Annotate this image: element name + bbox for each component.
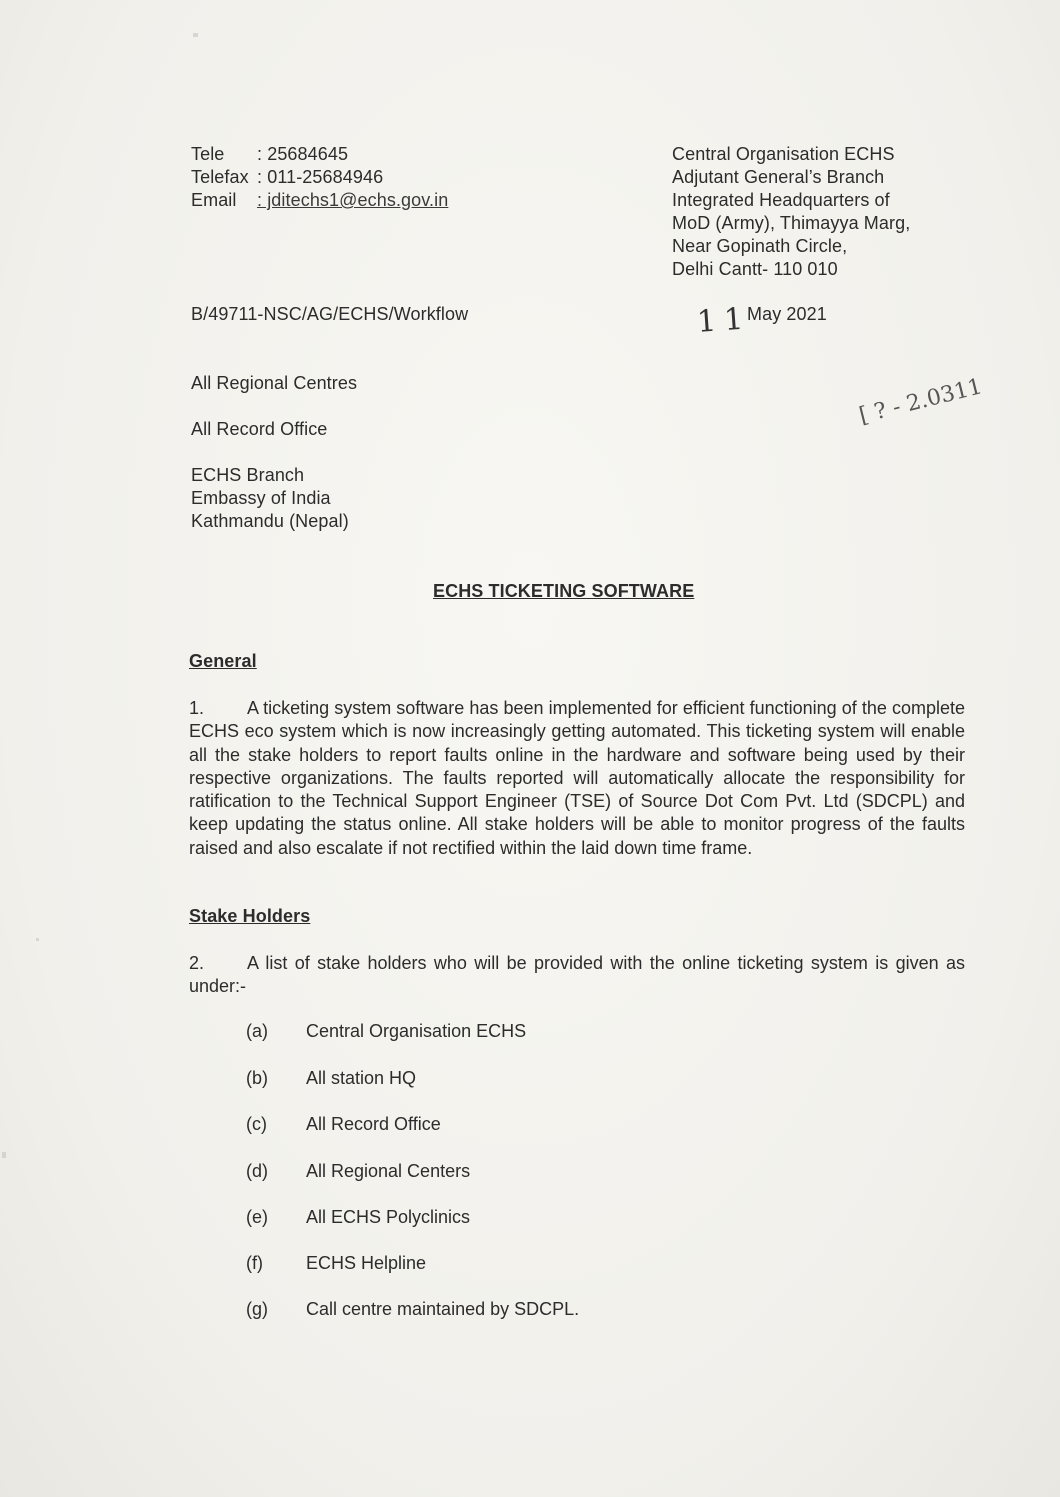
- paragraph-1: [189, 697, 965, 860]
- section-heading-general: General: [189, 651, 257, 671]
- reference-number: B/49711-NSC/AG/ECHS/Workflow: [191, 304, 469, 324]
- date-month-year: May 2021: [747, 304, 827, 324]
- address-line: Near Gopinath Circle,: [672, 236, 848, 256]
- contact-block: [191, 143, 448, 212]
- paragraph-text: A list of stake holders who will be provided with the online ticketing system is given as under:-: [189, 953, 965, 997]
- recipient-record-office: All Record Office: [191, 419, 328, 439]
- paragraph-number: 1.: [189, 698, 205, 718]
- list-item: (g) Call centre maintained by SDCPL.: [246, 1299, 580, 1319]
- recipient-nepal-block: [191, 464, 349, 533]
- recipient-regional-centres: All Regional Centres: [191, 373, 358, 393]
- scan-speck: [2, 1152, 6, 1158]
- email-link[interactable]: : jditechs1@echs.gov.in: [257, 190, 449, 210]
- paragraph-text: A ticketing system software has been implemented for efficient functioning of the complete ECHS eco system which is now increasingly getting automated. This ticketing system will enable all the stake holders to report faults online in the hardware and software being used by their respective organizations. The faults reported will automatically allocate the responsibility for ratification to the Technical Support Engineer (TSE) of Source Dot Com Pvt. Ltd (SDCPL) and keep updating the status online. All stake holders will be able to monitor progress of the faults raised and also escalate if not rectified within the laid down time frame.: [189, 698, 965, 858]
- recipient-line: ECHS Branch: [191, 465, 305, 485]
- recipient-line: Embassy of India: [191, 488, 331, 508]
- recipient-line: Kathmandu (Nepal): [191, 511, 349, 531]
- list-item: (b) All station HQ: [246, 1068, 417, 1088]
- list-item: (f) ECHS Helpline: [246, 1253, 427, 1273]
- list-item: (d) All Regional Centers: [246, 1161, 471, 1181]
- scan-speck: [193, 33, 198, 37]
- contact-email[interactable]: Email : jditechs1@echs.gov.in: [191, 190, 449, 210]
- list-item: (e) All ECHS Polyclinics: [246, 1207, 471, 1227]
- list-item: (a) Central Organisation ECHS: [246, 1021, 527, 1041]
- list-item: (c) All Record Office: [246, 1114, 441, 1134]
- paragraph-2: [189, 952, 965, 999]
- section-heading-stake-holders: Stake Holders: [189, 906, 311, 926]
- contact-telefax: Telefax : 011-25684946: [191, 167, 384, 187]
- scan-speck: [36, 938, 39, 941]
- address-line: Central Organisation ECHS: [672, 144, 895, 164]
- handwritten-margin-note: [ ? - 2.0311: [856, 374, 985, 429]
- document-title: ECHS TICKETING SOFTWARE: [433, 581, 695, 601]
- address-block: [672, 143, 910, 281]
- address-line: MoD (Army), Thimayya Marg,: [672, 213, 911, 233]
- paragraph-number: 2.: [189, 953, 205, 973]
- contact-tele: Tele : 25684645: [191, 144, 349, 164]
- address-line: Integrated Headquarters of: [672, 190, 890, 210]
- address-line: Adjutant General’s Branch: [672, 167, 885, 187]
- handwritten-day: 11: [695, 301, 753, 340]
- address-line: Delhi Cantt- 110 010: [672, 259, 838, 279]
